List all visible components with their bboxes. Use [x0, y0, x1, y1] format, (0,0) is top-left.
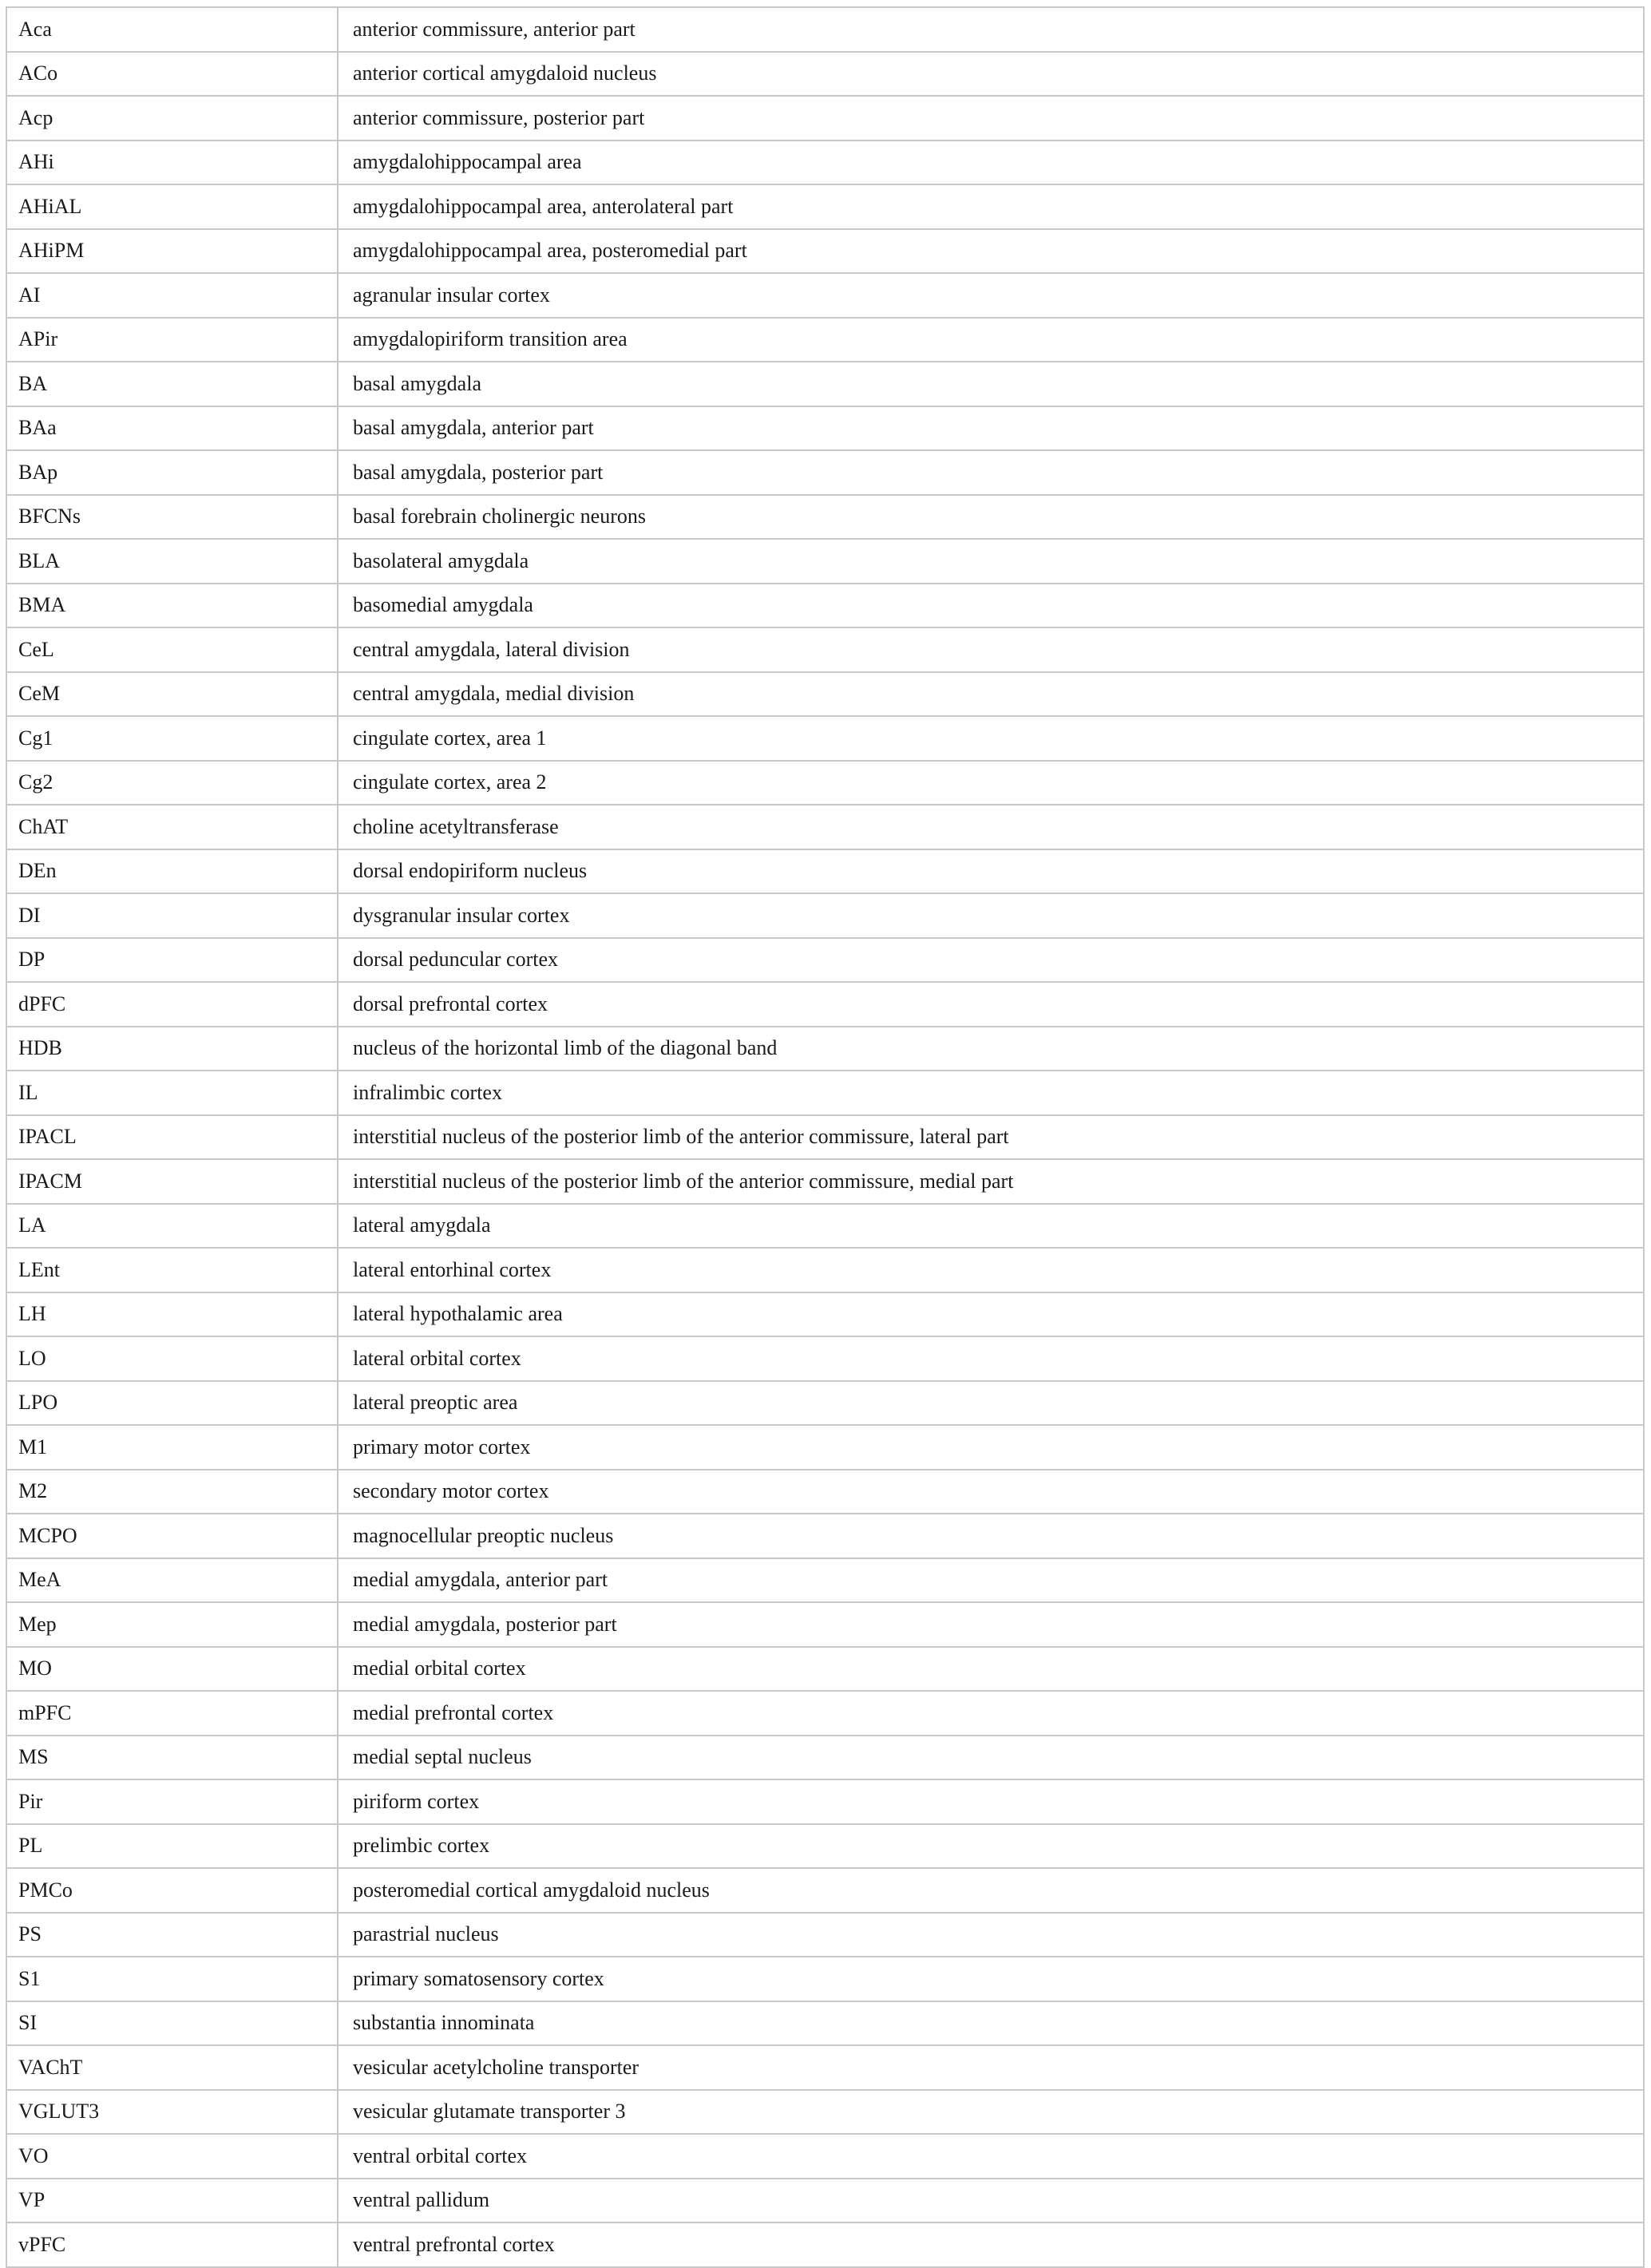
definition-cell: choline acetyltransferase	[338, 805, 1644, 849]
table-row	[6, 893, 1644, 938]
abbreviation-cell: IL	[6, 1071, 338, 1115]
table-row	[6, 1824, 1644, 1869]
table-row	[6, 1071, 1644, 1115]
table-row	[6, 982, 1644, 1027]
definition-cell: anterior commissure, anterior part	[338, 7, 1644, 52]
table-row	[6, 1204, 1644, 1249]
table-row	[6, 1602, 1644, 1647]
table-row	[6, 450, 1644, 495]
definition-cell: interstitial nucleus of the posterior limb of the anterior commissure, lateral part	[338, 1115, 1644, 1160]
table-row	[6, 495, 1644, 540]
abbreviation-cell: VGLUT3	[6, 2090, 338, 2135]
abbreviation-cell: LA	[6, 1204, 338, 1249]
abbreviations-table	[6, 6, 1645, 2268]
abbreviation-cell: IPACM	[6, 1159, 338, 1204]
definition-cell: lateral orbital cortex	[338, 1336, 1644, 1381]
table-row	[6, 96, 1644, 141]
abbreviation-cell: Acp	[6, 96, 338, 141]
definition-cell: posteromedial cortical amygdaloid nucleus	[338, 1868, 1644, 1913]
abbreviation-cell: PL	[6, 1824, 338, 1869]
table-row	[6, 805, 1644, 849]
table-row	[6, 2001, 1644, 2046]
definition-cell: primary somatosensory cortex	[338, 1957, 1644, 2001]
definition-cell: basolateral amygdala	[338, 539, 1644, 584]
definition-cell: medial amygdala, anterior part	[338, 1558, 1644, 1603]
definition-cell: anterior commissure, posterior part	[338, 96, 1644, 141]
table-row	[6, 2090, 1644, 2135]
table-row	[6, 1913, 1644, 1957]
abbreviation-cell: Pir	[6, 1779, 338, 1824]
abbreviation-cell: CeM	[6, 672, 338, 717]
definition-cell: cingulate cortex, area 2	[338, 761, 1644, 805]
definition-cell: magnocellular preoptic nucleus	[338, 1514, 1644, 1558]
table-row	[6, 539, 1644, 584]
table-row	[6, 672, 1644, 717]
definition-cell: parastrial nucleus	[338, 1913, 1644, 1957]
definition-cell: dorsal peduncular cortex	[338, 938, 1644, 983]
table-row	[6, 938, 1644, 983]
abbreviation-cell: Cg2	[6, 761, 338, 805]
definition-cell: vesicular glutamate transporter 3	[338, 2090, 1644, 2135]
definition-cell: lateral amygdala	[338, 1204, 1644, 1249]
definition-cell: central amygdala, medial division	[338, 672, 1644, 717]
abbreviation-cell: M2	[6, 1470, 338, 1514]
abbreviation-cell: AHiPM	[6, 229, 338, 274]
abbreviation-cell: MeA	[6, 1558, 338, 1603]
abbreviation-cell: M1	[6, 1425, 338, 1470]
definition-cell: nucleus of the horizontal limb of the diagonal band	[338, 1027, 1644, 1071]
abbreviation-cell: LO	[6, 1336, 338, 1381]
definition-cell: lateral preoptic area	[338, 1381, 1644, 1426]
definition-cell: vesicular acetylcholine transporter	[338, 2045, 1644, 2090]
table-row	[6, 627, 1644, 672]
table-row	[6, 1558, 1644, 1603]
abbreviation-cell: LPO	[6, 1381, 338, 1426]
definition-cell: basal amygdala	[338, 362, 1644, 406]
abbreviation-cell: CeL	[6, 627, 338, 672]
table-row	[6, 1292, 1644, 1337]
abbreviation-cell: PMCo	[6, 1868, 338, 1913]
definition-cell: interstitial nucleus of the posterior limb of the anterior commissure, medial part	[338, 1159, 1644, 1204]
abbreviation-cell: MO	[6, 1647, 338, 1692]
abbreviation-cell: MS	[6, 1736, 338, 1780]
definition-cell: infralimbic cortex	[338, 1071, 1644, 1115]
table-row	[6, 1027, 1644, 1071]
abbreviation-cell: VO	[6, 2134, 338, 2179]
table-row	[6, 849, 1644, 894]
table-row	[6, 1470, 1644, 1514]
definition-cell: basal amygdala, posterior part	[338, 450, 1644, 495]
definition-cell: primary motor cortex	[338, 1425, 1644, 1470]
abbreviation-cell: mPFC	[6, 1691, 338, 1736]
definition-cell: anterior cortical amygdaloid nucleus	[338, 52, 1644, 97]
definition-cell: dysgranular insular cortex	[338, 893, 1644, 938]
definition-cell: amygdalohippocampal area, anterolateral part	[338, 184, 1644, 229]
table-row	[6, 362, 1644, 406]
abbreviation-cell: PS	[6, 1913, 338, 1957]
abbreviation-cell: VAChT	[6, 2045, 338, 2090]
abbreviation-cell: BAp	[6, 450, 338, 495]
table-row	[6, 2179, 1644, 2223]
definition-cell: medial orbital cortex	[338, 1647, 1644, 1692]
abbreviations-table-body	[6, 7, 1644, 2267]
abbreviation-cell: DEn	[6, 849, 338, 894]
abbreviation-cell: SI	[6, 2001, 338, 2046]
table-row	[6, 2045, 1644, 2090]
definition-cell: ventral pallidum	[338, 2179, 1644, 2223]
abbreviation-cell: MCPO	[6, 1514, 338, 1558]
definition-cell: ventral orbital cortex	[338, 2134, 1644, 2179]
abbreviation-cell: LH	[6, 1292, 338, 1337]
definition-cell: amygdalohippocampal area	[338, 141, 1644, 185]
definition-cell: dorsal endopiriform nucleus	[338, 849, 1644, 894]
table-row	[6, 1514, 1644, 1558]
table-row	[6, 584, 1644, 628]
abbreviation-cell: Cg1	[6, 716, 338, 761]
table-row	[6, 1691, 1644, 1736]
table-row	[6, 1159, 1644, 1204]
definition-cell: basomedial amygdala	[338, 584, 1644, 628]
abbreviation-cell: VP	[6, 2179, 338, 2223]
table-row	[6, 406, 1644, 451]
table-row	[6, 52, 1644, 97]
abbreviation-cell: Mep	[6, 1602, 338, 1647]
table-row	[6, 1957, 1644, 2001]
definition-cell: basal amygdala, anterior part	[338, 406, 1644, 451]
table-row	[6, 1248, 1644, 1292]
abbreviation-cell: BLA	[6, 539, 338, 584]
abbreviation-cell: APir	[6, 318, 338, 362]
abbreviation-cell: BMA	[6, 584, 338, 628]
abbreviation-cell: Aca	[6, 7, 338, 52]
table-row	[6, 7, 1644, 52]
definition-cell: piriform cortex	[338, 1779, 1644, 1824]
definition-cell: agranular insular cortex	[338, 273, 1644, 318]
table-row	[6, 2134, 1644, 2179]
definition-cell: medial prefrontal cortex	[338, 1691, 1644, 1736]
table-row	[6, 716, 1644, 761]
definition-cell: ventral prefrontal cortex	[338, 2222, 1644, 2267]
definition-cell: prelimbic cortex	[338, 1824, 1644, 1869]
table-row	[6, 318, 1644, 362]
definition-cell: dorsal prefrontal cortex	[338, 982, 1644, 1027]
table-row	[6, 184, 1644, 229]
abbreviation-cell: AHiAL	[6, 184, 338, 229]
abbreviation-cell: LEnt	[6, 1248, 338, 1292]
abbreviation-cell: BA	[6, 362, 338, 406]
definition-cell: amygdalopiriform transition area	[338, 318, 1644, 362]
definition-cell: lateral hypothalamic area	[338, 1292, 1644, 1337]
table-row	[6, 761, 1644, 805]
abbreviation-cell: BFCNs	[6, 495, 338, 540]
definition-cell: amygdalohippocampal area, posteromedial part	[338, 229, 1644, 274]
table-row	[6, 1868, 1644, 1913]
definition-cell: central amygdala, lateral division	[338, 627, 1644, 672]
abbreviation-cell: ChAT	[6, 805, 338, 849]
abbreviation-cell: DI	[6, 893, 338, 938]
table-row	[6, 1336, 1644, 1381]
abbreviation-cell: AI	[6, 273, 338, 318]
table-row	[6, 1736, 1644, 1780]
abbreviation-cell: IPACL	[6, 1115, 338, 1160]
definition-cell: basal forebrain cholinergic neurons	[338, 495, 1644, 540]
table-row	[6, 1647, 1644, 1692]
definition-cell: secondary motor cortex	[338, 1470, 1644, 1514]
abbreviation-cell: vPFC	[6, 2222, 338, 2267]
table-row	[6, 2222, 1644, 2267]
abbreviation-cell: BAa	[6, 406, 338, 451]
abbreviation-cell: AHi	[6, 141, 338, 185]
abbreviation-cell: S1	[6, 1957, 338, 2001]
table-row	[6, 1779, 1644, 1824]
table-row	[6, 273, 1644, 318]
table-row	[6, 141, 1644, 185]
abbreviation-cell: HDB	[6, 1027, 338, 1071]
abbreviation-cell: DP	[6, 938, 338, 983]
definition-cell: lateral entorhinal cortex	[338, 1248, 1644, 1292]
definition-cell: substantia innominata	[338, 2001, 1644, 2046]
definition-cell: medial septal nucleus	[338, 1736, 1644, 1780]
abbreviation-cell: dPFC	[6, 982, 338, 1027]
table-row	[6, 1381, 1644, 1426]
definition-cell: medial amygdala, posterior part	[338, 1602, 1644, 1647]
abbreviation-cell: ACo	[6, 52, 338, 97]
table-row	[6, 1115, 1644, 1160]
table-row	[6, 1425, 1644, 1470]
table-row	[6, 229, 1644, 274]
definition-cell: cingulate cortex, area 1	[338, 716, 1644, 761]
